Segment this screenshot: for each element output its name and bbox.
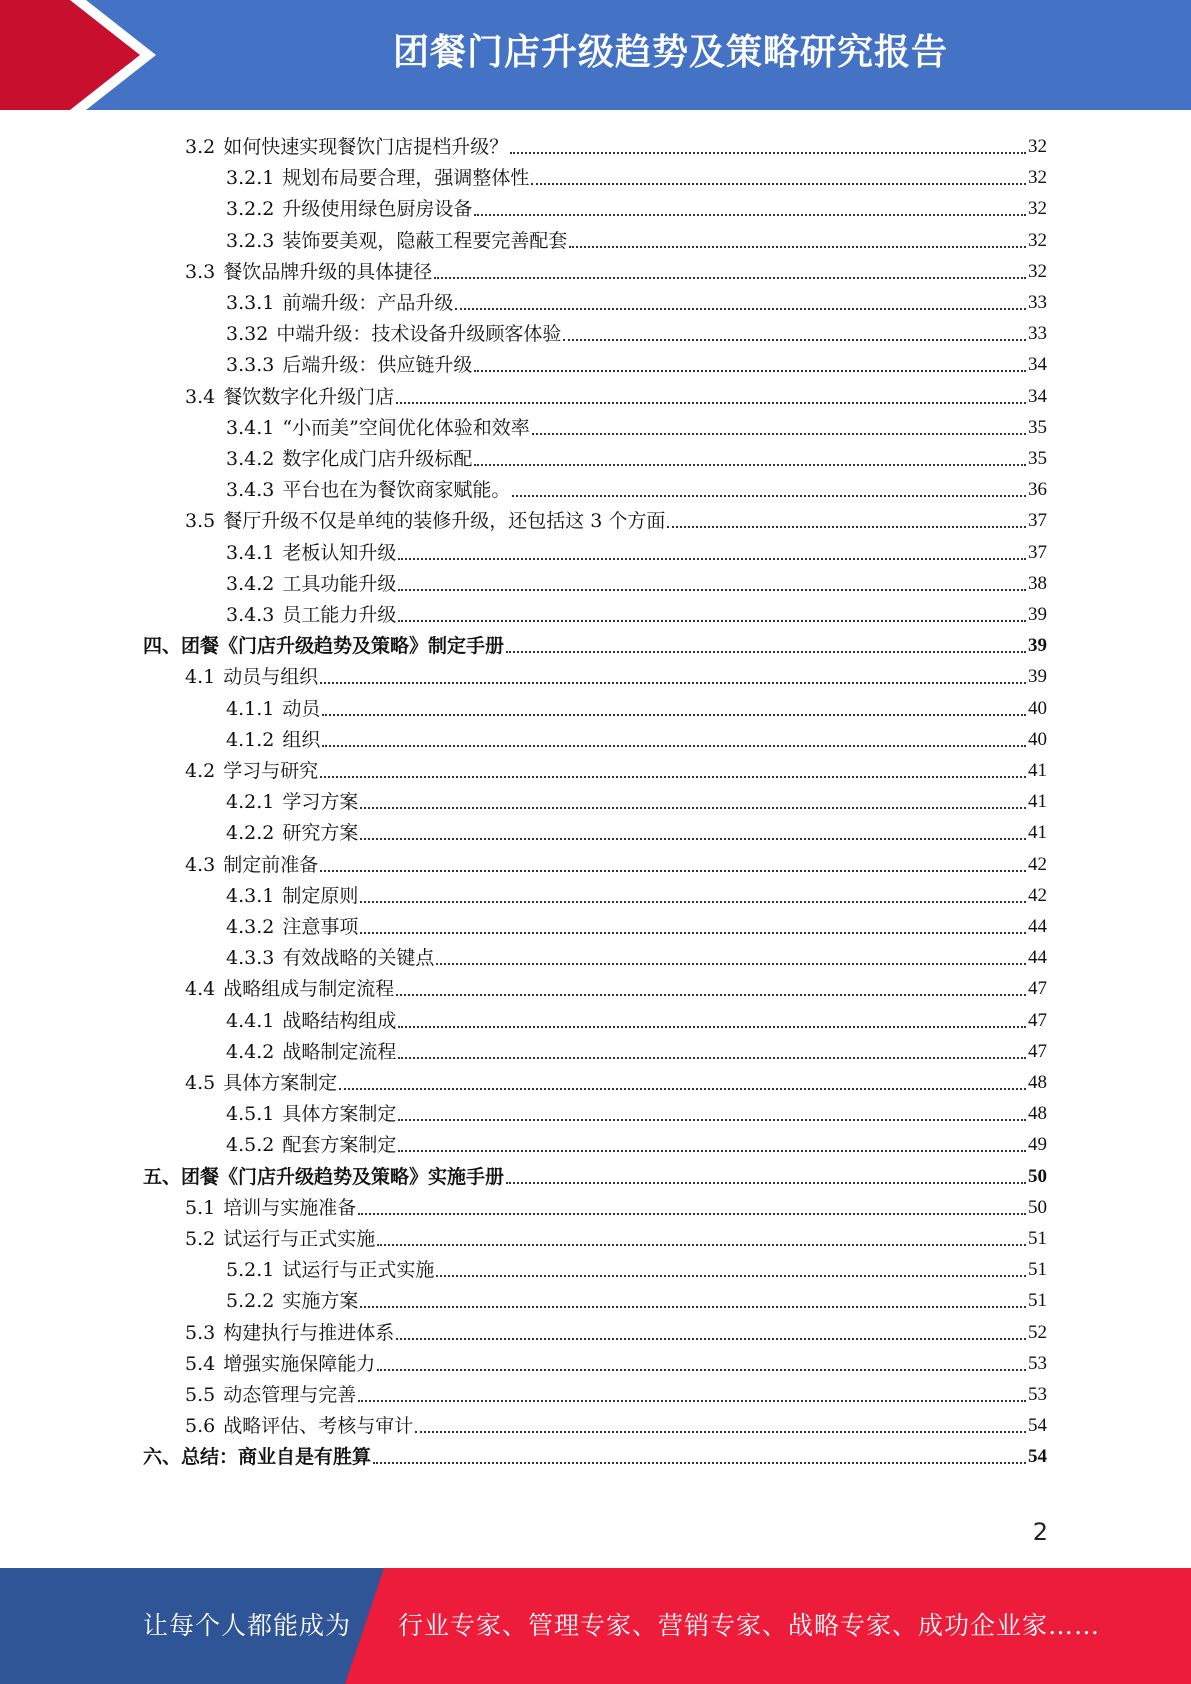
toc-entry-number: 5.2.1	[226, 1259, 275, 1282]
toc-entry-page: 48	[1028, 1103, 1047, 1125]
toc-entry-title: 工具功能升级	[282, 572, 397, 595]
toc-entry[interactable]	[185, 502, 1047, 533]
toc-entry-page: 47	[1028, 1009, 1047, 1031]
toc-entry[interactable]	[185, 1345, 1047, 1376]
toc-entry-page: 36	[1028, 479, 1047, 501]
toc-entry-title: 实施方案	[282, 1290, 359, 1313]
toc-entry[interactable]	[185, 1376, 1047, 1407]
toc-entry-number: 3.4.2	[226, 448, 275, 470]
toc-entry-number: 5.5	[185, 1384, 216, 1406]
toc-entry-title: 总结：商业自是有胜算	[181, 1446, 372, 1469]
toc-entry[interactable]	[226, 1282, 1047, 1313]
toc-entry-number: 4.5.1	[226, 1103, 275, 1126]
toc-entry-number: 3.4.1	[226, 416, 275, 439]
toc-dot-leader	[474, 464, 1026, 466]
toc-entry-number: 5.3	[185, 1321, 216, 1344]
toc-dot-leader	[320, 776, 1026, 778]
toc-dot-leader	[358, 1213, 1026, 1215]
toc-dot-leader	[474, 214, 1026, 216]
toc-entry-number: 六、	[143, 1446, 182, 1469]
toc-entry[interactable]	[226, 315, 1047, 346]
toc-entry[interactable]	[226, 284, 1047, 315]
toc-entry[interactable]	[226, 534, 1047, 565]
toc-entry-page: 54	[1028, 1446, 1047, 1468]
toc-entry-title: 老板认知升级	[282, 541, 397, 564]
toc-entry-number: 3.3	[185, 260, 216, 283]
toc-dot-leader	[360, 901, 1026, 903]
toc-entry-page: 42	[1028, 884, 1047, 906]
toc-entry-title: 员工能力升级	[282, 604, 397, 626]
toc-entry-number: 3.32	[226, 323, 269, 346]
toc-entry-title: 制定前准备	[223, 853, 319, 876]
toc-entry-title: 试运行与正式实施	[282, 1259, 435, 1282]
toc-entry-number: 4.5	[185, 1072, 216, 1094]
toc-entry[interactable]	[185, 1064, 1047, 1095]
toc-entry[interactable]	[143, 1158, 1047, 1189]
toc-dot-leader	[398, 1150, 1026, 1152]
toc-dot-leader	[434, 277, 1026, 279]
toc-entry-page: 47	[1028, 978, 1047, 1000]
toc-entry-number: 4.4.1	[226, 1009, 275, 1032]
toc-entry-page: 48	[1028, 1072, 1047, 1093]
toc-entry-number: 3.4.3	[226, 479, 275, 502]
toc-entry-number: 4.3	[185, 853, 216, 876]
toc-dot-leader	[512, 495, 1026, 497]
toc-entry-title: 后端升级：供应链升级	[282, 354, 473, 377]
toc-entry-title: 研究方案	[282, 822, 359, 845]
toc-entry-title: 餐饮品牌升级的具体捷径	[223, 260, 433, 283]
toc-dot-leader	[398, 1057, 1026, 1059]
toc-entry[interactable]	[226, 814, 1047, 845]
toc-entry-number: 5.1	[185, 1196, 216, 1219]
toc-entry-number: 3.4.1	[226, 541, 275, 564]
toc-entry-page: 44	[1028, 916, 1047, 937]
toc-entry-page: 32	[1028, 260, 1047, 282]
toc-entry[interactable]	[226, 690, 1047, 721]
toc-entry[interactable]	[185, 1220, 1047, 1251]
toc-dot-leader	[455, 308, 1026, 310]
toc-entry-title: 如何快速实现餐饮门店提档升级？	[223, 136, 509, 158]
toc-entry-page: 32	[1028, 167, 1047, 189]
toc-entry-title: 装饰要美观，隐蔽工程要完善配套	[282, 229, 568, 252]
toc-entry-page: 37	[1028, 510, 1047, 532]
toc-entry-page: 51	[1028, 1259, 1047, 1281]
toc-entry-page: 32	[1028, 136, 1047, 157]
toc-entry-page: 51	[1028, 1290, 1047, 1312]
toc-dot-leader	[532, 433, 1026, 435]
toc-dot-leader	[531, 183, 1026, 185]
toc-entry-page: 44	[1028, 947, 1047, 969]
toc-dot-leader	[322, 745, 1026, 747]
toc-dot-leader	[358, 1400, 1026, 1402]
toc-entry-page: 54	[1028, 1415, 1047, 1437]
toc-entry-number: 3.2.3	[226, 229, 275, 252]
toc-entry-page: 37	[1028, 541, 1047, 563]
toc-entry-number: 4.5.2	[226, 1134, 275, 1157]
toc-entry-number: 4.1.2	[226, 728, 275, 751]
toc-entry-title: 学习与研究	[223, 760, 319, 782]
toc-entry[interactable]	[185, 1189, 1047, 1220]
toc-entry-page: 39	[1028, 604, 1047, 625]
toc-entry[interactable]	[185, 378, 1047, 409]
toc-entry-number: 3.4.3	[226, 604, 275, 626]
toc-dot-leader	[339, 1088, 1026, 1090]
toc-entry-title: 中端升级：技术设备升级顾客体验	[276, 323, 562, 346]
toc-dot-leader	[360, 807, 1026, 809]
toc-dot-leader	[569, 246, 1026, 248]
toc-entry[interactable]	[226, 1126, 1047, 1157]
toc-dot-leader	[396, 994, 1026, 996]
toc-entry[interactable]	[185, 752, 1047, 783]
toc-entry-page: 33	[1028, 292, 1047, 313]
toc-entry[interactable]	[226, 877, 1047, 908]
toc-entry-number: 4.3.2	[226, 916, 275, 938]
toc-entry[interactable]	[226, 1033, 1047, 1064]
toc-dot-leader	[373, 1462, 1026, 1464]
toc-entry-number: 5.6	[185, 1415, 216, 1438]
toc-entry-page: 49	[1028, 1134, 1047, 1156]
toc-entry[interactable]	[226, 159, 1047, 190]
toc-entry-page: 53	[1028, 1352, 1047, 1374]
toc-entry-page: 40	[1028, 697, 1047, 719]
toc-entry-number: 4.4.2	[226, 1040, 275, 1063]
toc-entry[interactable]	[226, 908, 1047, 939]
toc-entry-title: 注意事项	[282, 916, 359, 938]
toc-entry[interactable]	[185, 128, 1047, 159]
toc-dot-leader	[398, 558, 1026, 560]
toc-dot-leader	[510, 152, 1026, 154]
toc-entry-page: 41	[1028, 791, 1047, 813]
toc-dot-leader	[396, 402, 1026, 404]
toc-entry-title: 战略制定流程	[282, 1040, 397, 1063]
toc-entry-number: 4.3.3	[226, 947, 275, 970]
toc-dot-leader	[436, 1275, 1026, 1277]
toc-entry-title: 学习方案	[282, 791, 359, 814]
toc-entry-title: 具体方案制定	[223, 1072, 338, 1094]
toc-entry[interactable]	[226, 409, 1047, 440]
toc-entry-title: 餐厅升级不仅是单纯的装修升级，还包括这 3 个方面	[223, 510, 666, 533]
toc-entry[interactable]	[185, 1407, 1047, 1438]
toc-entry[interactable]	[185, 1314, 1047, 1345]
toc-entry-title: 团餐《门店升级趋势及策略》制定手册	[181, 635, 505, 658]
toc-entry[interactable]	[226, 1095, 1047, 1126]
toc-entry-page: 50	[1028, 1165, 1047, 1187]
toc-entry-page: 32	[1028, 229, 1047, 251]
footer-banner	[0, 1568, 1191, 1684]
toc-entry-number: 4.1.1	[226, 697, 275, 720]
toc-entry[interactable]	[185, 846, 1047, 877]
toc-dot-leader	[398, 1119, 1026, 1121]
toc-entry-page: 51	[1028, 1228, 1047, 1249]
toc-dot-leader	[320, 870, 1026, 872]
toc-dot-leader	[563, 339, 1026, 341]
toc-entry-title: 有效战略的关键点	[282, 947, 435, 970]
toc-entry-page: 40	[1028, 728, 1047, 750]
toc-entry-number: 4.2.2	[226, 822, 275, 845]
toc-entry-title: 升级使用绿色厨房设备	[282, 198, 473, 221]
toc-dot-leader	[436, 963, 1026, 965]
toc-dot-leader	[398, 1026, 1026, 1028]
toc-entry-number: 5.4	[185, 1352, 216, 1375]
toc-entry-page: 50	[1028, 1196, 1047, 1218]
toc-entry[interactable]	[185, 658, 1047, 689]
toc-dot-leader	[320, 682, 1026, 684]
toc-entry-page: 34	[1028, 354, 1047, 376]
toc-entry-title: “小而美”空间优化体验和效率	[282, 416, 530, 439]
toc-entry[interactable]	[143, 1438, 1047, 1469]
toc-entry-page: 41	[1028, 822, 1047, 844]
toc-dot-leader	[667, 526, 1026, 528]
toc-entry-number: 4.2	[185, 760, 216, 782]
toc-entry[interactable]	[226, 1002, 1047, 1033]
toc-entry-number: 五、	[143, 1165, 182, 1188]
toc-entry-number: 5.2.2	[226, 1290, 275, 1313]
toc-entry-title: 动员	[282, 697, 321, 720]
document-title: 团餐门店升级趋势及策略研究报告	[392, 32, 948, 73]
toc-entry-number: 5.2	[185, 1228, 216, 1250]
toc-entry[interactable]	[226, 222, 1047, 253]
toc-entry-number: 4.4	[185, 978, 216, 1001]
toc-entry-title: 前端升级：产品升级	[282, 292, 454, 314]
toc-entry-page: 38	[1028, 572, 1047, 594]
toc-dot-leader	[506, 651, 1026, 653]
toc-entry-page: 35	[1028, 448, 1047, 469]
footer-slogan-left: 让每个人都能成为	[143, 1611, 352, 1640]
toc-dot-leader	[377, 1244, 1026, 1246]
toc-dot-leader	[506, 1182, 1026, 1184]
toc-entry[interactable]	[226, 596, 1047, 627]
toc-entry-page: 39	[1028, 635, 1047, 657]
toc-entry-page: 39	[1028, 666, 1047, 688]
toc-entry-title: 试运行与正式实施	[223, 1228, 376, 1250]
toc-entry-title: 战略评估、考核与审计	[223, 1415, 414, 1438]
toc-dot-leader	[360, 1306, 1026, 1308]
toc-entry-page: 42	[1028, 853, 1047, 875]
toc-entry-page: 34	[1028, 385, 1047, 407]
toc-dot-leader	[474, 370, 1026, 372]
toc-entry-title: 培训与实施准备	[223, 1196, 357, 1219]
toc-dot-leader	[377, 1369, 1026, 1371]
toc-entry[interactable]	[226, 346, 1047, 377]
toc-entry-title: 增强实施保障能力	[223, 1352, 376, 1375]
toc-entry-title: 平台也在为餐饮商家赋能。	[282, 479, 511, 502]
toc-entry-title: 配套方案制定	[282, 1134, 397, 1157]
toc-entry-number: 3.5	[185, 510, 216, 533]
toc-dot-leader	[398, 589, 1026, 591]
toc-dot-leader	[396, 1338, 1026, 1340]
toc-entry-number: 3.3.3	[226, 354, 275, 377]
toc-entry[interactable]	[226, 783, 1047, 814]
toc-dot-leader	[360, 838, 1026, 840]
toc-entry-title: 数字化成门店升级标配	[282, 448, 473, 470]
footer-slogan-right: 行业专家、管理专家、营销专家、战略专家、成功企业家……	[398, 1611, 1101, 1640]
toc-entry[interactable]	[226, 1251, 1047, 1282]
toc-entry[interactable]	[226, 471, 1047, 502]
toc-entry-page: 41	[1028, 760, 1047, 781]
toc-entry-page: 35	[1028, 416, 1047, 438]
toc-entry-title: 动员与组织	[223, 666, 319, 689]
toc-entry[interactable]	[185, 970, 1047, 1001]
toc-dot-leader	[398, 620, 1026, 622]
toc-entry[interactable]	[185, 253, 1047, 284]
toc-entry-title: 具体方案制定	[282, 1103, 397, 1126]
toc-entry[interactable]	[226, 939, 1047, 970]
toc-entry-title: 动态管理与完善	[223, 1384, 357, 1406]
toc-entry[interactable]	[226, 440, 1047, 471]
toc-entry-title: 构建执行与推进体系	[223, 1321, 395, 1344]
toc-entry-title: 战略结构组成	[282, 1009, 397, 1032]
toc-entry-number: 3.4.2	[226, 572, 275, 595]
toc-entry-title: 团餐《门店升级趋势及策略》实施手册	[181, 1165, 505, 1188]
toc-entry[interactable]	[226, 190, 1047, 221]
toc-entry-number: 3.4	[185, 385, 216, 408]
toc-entry-number: 4.3.1	[226, 884, 275, 907]
toc-entry-number: 四、	[143, 635, 182, 658]
toc-entry-page: 47	[1028, 1040, 1047, 1062]
toc-entry-page: 53	[1028, 1384, 1047, 1405]
toc-entry-title: 战略组成与制定流程	[223, 978, 395, 1001]
toc-entry[interactable]	[226, 565, 1047, 596]
toc-entry-title: 组织	[282, 728, 321, 751]
toc-entry-number: 3.2.1	[226, 167, 275, 190]
toc-entry-number: 3.2	[185, 136, 216, 158]
toc-dot-leader	[322, 714, 1026, 716]
toc-entry-title: 制定原则	[282, 884, 359, 907]
toc-entry-title: 规划布局要合理，强调整体性	[282, 167, 530, 190]
toc-entry-page: 33	[1028, 323, 1047, 345]
toc-entry-number: 3.2.2	[226, 198, 275, 221]
toc-entry-page: 32	[1028, 198, 1047, 220]
toc-entry-number: 3.3.1	[226, 292, 275, 314]
toc-entry-number: 4.1	[185, 666, 216, 689]
page-number: 2	[1032, 1518, 1048, 1546]
toc-entry-title: 餐饮数字化升级门店	[223, 385, 395, 408]
toc-entry[interactable]	[143, 627, 1047, 658]
header-banner	[0, 0, 1191, 110]
toc-dot-leader	[360, 932, 1026, 934]
toc-entry[interactable]	[226, 721, 1047, 752]
toc-entry-page: 52	[1028, 1321, 1047, 1343]
toc-dot-leader	[415, 1431, 1026, 1433]
toc-entry-number: 4.2.1	[226, 791, 275, 814]
